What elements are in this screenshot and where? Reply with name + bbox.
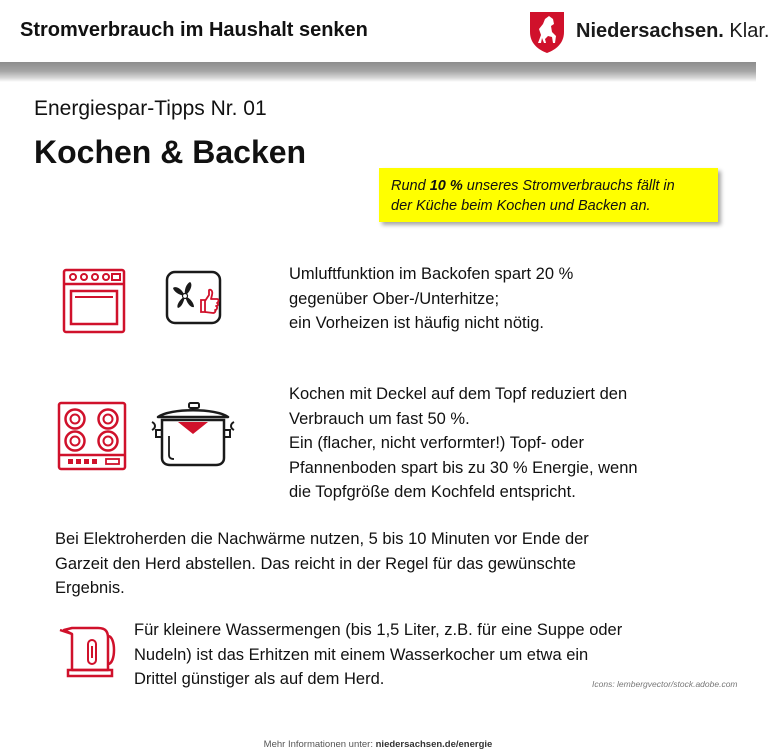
tip-residual-heat — [55, 527, 589, 601]
logo-suffix: Klar. — [729, 20, 769, 42]
tip-residual-heat-line: Ergebnis. — [55, 579, 125, 597]
tip-residual-heat-line: Garzeit den Herd abstellen. Das reicht in der Regel für das gewünschte — [55, 554, 576, 573]
header — [0, 0, 769, 62]
stove-icon — [56, 401, 128, 471]
tip-pot-line: die Topfgröße dem Kochfeld entspricht. — [289, 483, 576, 501]
pot-with-lid-icon — [148, 400, 238, 470]
highlight-callout — [379, 168, 718, 222]
tip-pot — [289, 382, 638, 505]
tip-kettle-line: Nudeln) ist das Erhitzen mit einem Wasserkocher um etwa ein — [134, 645, 589, 664]
tip-kettle-line: Für kleinere Wassermengen (bis 1,5 Liter, z.B. für eine Suppe oder — [134, 621, 623, 639]
footer-prefix: Mehr Informationen unter: — [263, 739, 376, 750]
footer — [0, 739, 756, 750]
tip-oven-line: Umluftfunktion im Backofen spart 20 % — [289, 265, 574, 283]
callout-highlight: 10 % — [429, 178, 463, 194]
callout-prefix: Rund — [391, 178, 430, 194]
tip-pot-line: Verbrauch um fast 50 %. — [289, 409, 470, 428]
header-shadow-bar — [0, 62, 756, 82]
callout-text — [391, 176, 711, 216]
oven-icon — [60, 268, 128, 336]
tip-oven-line: ein Vorheizen ist häufig nicht nötig. — [289, 314, 545, 332]
horse-crest-icon — [528, 10, 566, 54]
tip-kettle — [134, 618, 622, 692]
tip-pot-line: Pfannenboden spart bis zu 30 % Energie, wenn — [289, 458, 638, 477]
callout-line1-rest: unseres Stromverbrauchs fällt in — [462, 178, 675, 194]
page-title: Kochen & Backen — [34, 134, 307, 170]
header-title: Stromverbrauch im Haushalt senken — [20, 19, 368, 41]
tip-pot-line: Ein (flacher, nicht verformter!) Topf- oder — [289, 434, 584, 452]
tip-pot-line: Kochen mit Deckel auf dem Topf reduziert den — [289, 385, 628, 403]
niedersachsen-logo — [528, 10, 769, 54]
convection-fan-icon — [165, 270, 223, 326]
kettle-icon — [58, 620, 120, 680]
callout-line2: der Küche beim Kochen und Backen an. — [391, 198, 651, 214]
icon-credit: Icons: lembergvector/stock.adobe.com — [592, 679, 738, 689]
tip-oven-line: gegenüber Ober-/Unterhitze; — [289, 289, 500, 308]
logo-wordmark — [576, 20, 769, 43]
footer-link[interactable]: niedersachsen.de/energie — [375, 739, 493, 750]
tip-number: Energiespar-Tipps Nr. 01 — [34, 97, 267, 120]
tip-kettle-line: Drittel günstiger als auf dem Herd. — [134, 670, 385, 688]
tip-residual-heat-line: Bei Elektroherden die Nachwärme nutzen, 5 bis 10 Minuten vor Ende der — [55, 530, 589, 548]
logo-name: Niedersachsen. — [576, 20, 724, 42]
tip-oven — [289, 262, 573, 336]
